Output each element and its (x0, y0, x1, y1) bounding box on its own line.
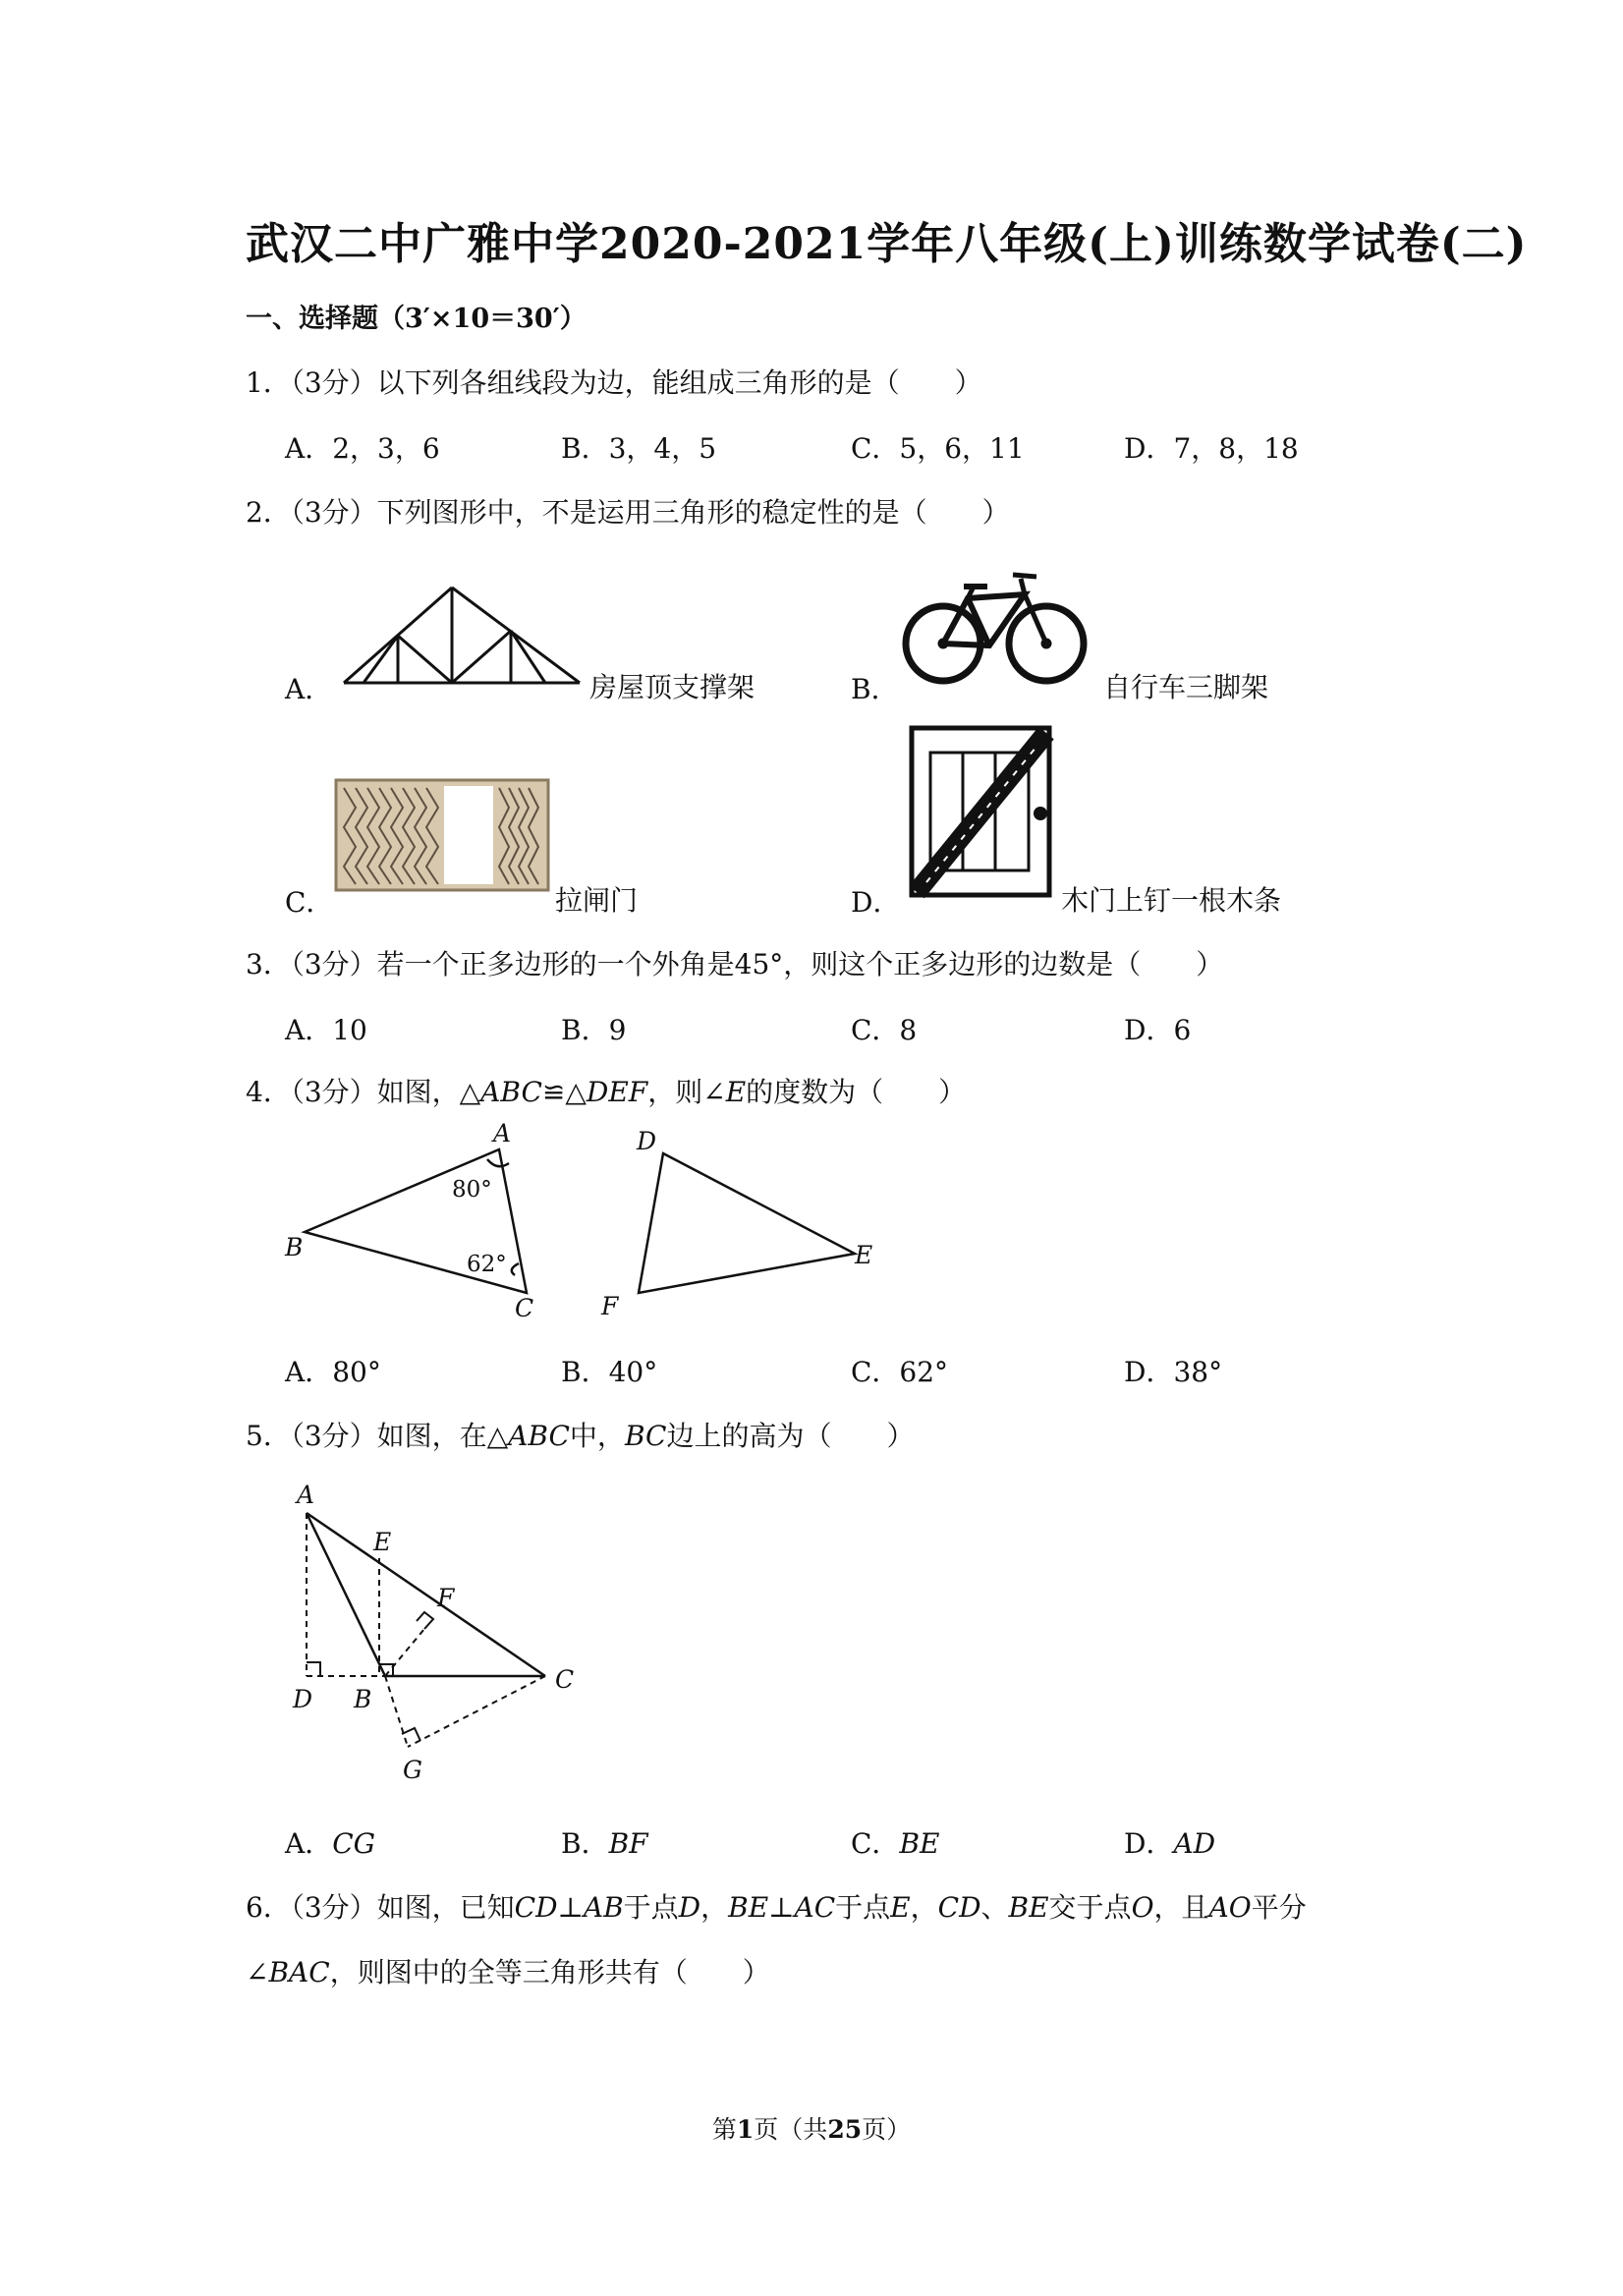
bicycle-figure (899, 565, 1095, 688)
label-C: C (515, 1294, 534, 1322)
q4-option-a: A．80° (285, 1356, 381, 1388)
q5-option-c: C．BE (851, 1827, 940, 1860)
angle-a-label: 80° (452, 1177, 492, 1203)
question-3-stem: 3．（3分）若一个正多边形的一个外角是45°，则这个正多边形的边数是（ ） (246, 948, 1224, 980)
q1-option-b: B．3，4，5 (561, 432, 717, 465)
question-4-stem: 4．（3分）如图，△ABC≌△DEF，则∠E的度数为（ ） (246, 1076, 967, 1108)
q4-option-d: D．38° (1124, 1356, 1223, 1388)
bicycle-caption: 自行车三脚架 (1103, 671, 1269, 703)
label-A: A (297, 1481, 315, 1509)
folding-gate-figure (334, 778, 550, 892)
label-E: E (373, 1528, 392, 1556)
q4-option-c: C．62° (851, 1356, 949, 1388)
label-A: A (493, 1119, 512, 1148)
label-F: F (437, 1584, 455, 1612)
question-5-stem: 5．（3分）如图，在△ABC中，BC边上的高为（ ） (246, 1420, 915, 1452)
q3-option-c: C．8 (851, 1014, 918, 1046)
congruent-triangles-figure (275, 1118, 884, 1324)
label-B: B (285, 1233, 304, 1261)
roof-truss-figure (339, 580, 585, 690)
q2-option-d: D． (851, 886, 901, 919)
q5-option-b: B．BF (561, 1827, 648, 1860)
q4-option-b: B．40° (561, 1356, 658, 1388)
roof-truss-caption: 房屋顶支撑架 (589, 671, 756, 703)
q3-option-d: D．6 (1124, 1014, 1192, 1046)
question-2-stem: 2．（3分）下列图形中，不是运用三角形的稳定性的是（ ） (246, 496, 1010, 529)
angle-c-label: 62° (467, 1252, 507, 1277)
q5-option-d: D．AD (1124, 1827, 1216, 1860)
q1-option-c: C．5，6，11 (851, 432, 1025, 465)
question-1-stem: 1．（3分）以下列各组线段为边，能组成三角形的是（ ） (246, 366, 982, 399)
label-E: E (855, 1241, 873, 1269)
folding-gate-caption: 拉闸门 (555, 884, 639, 917)
question-6-stem-line-1: 6．（3分）如图，已知CD⊥AB于点D，BE⊥AC于点E，CD、BE交于点O，且AO平分 (246, 1891, 1307, 1924)
exam-title: 武汉二中广雅中学2020-2021学年八年级(上)训练数学试卷(二) (246, 219, 1528, 269)
label-D: D (637, 1127, 657, 1155)
label-G: G (403, 1756, 422, 1784)
q2-option-a: A． (285, 673, 333, 705)
label-F: F (601, 1292, 619, 1320)
wooden-door-figure (909, 725, 1056, 902)
triangle-heights-figure (275, 1474, 609, 1798)
page-footer: 第1页（共25页） (711, 2115, 912, 2144)
label-B: B (354, 1685, 372, 1713)
q1-option-d: D．7，8，18 (1124, 432, 1299, 465)
label-D: D (293, 1685, 313, 1713)
q5-option-a: A．CG (285, 1827, 376, 1860)
q3-option-a: A．10 (285, 1014, 367, 1046)
q3-option-b: B．9 (561, 1014, 627, 1046)
q1-option-a: A．2，3，6 (285, 432, 440, 465)
q2-option-b: B． (851, 673, 899, 705)
question-6-stem-line-2: ∠BAC，则图中的全等三角形共有（ ） (246, 1956, 770, 1988)
label-C: C (555, 1665, 575, 1694)
section-heading: 一、选择题（3′×10＝30′） (246, 304, 587, 334)
wooden-door-caption: 木门上钉一根木条 (1061, 884, 1282, 917)
q2-option-c: C． (285, 886, 334, 919)
